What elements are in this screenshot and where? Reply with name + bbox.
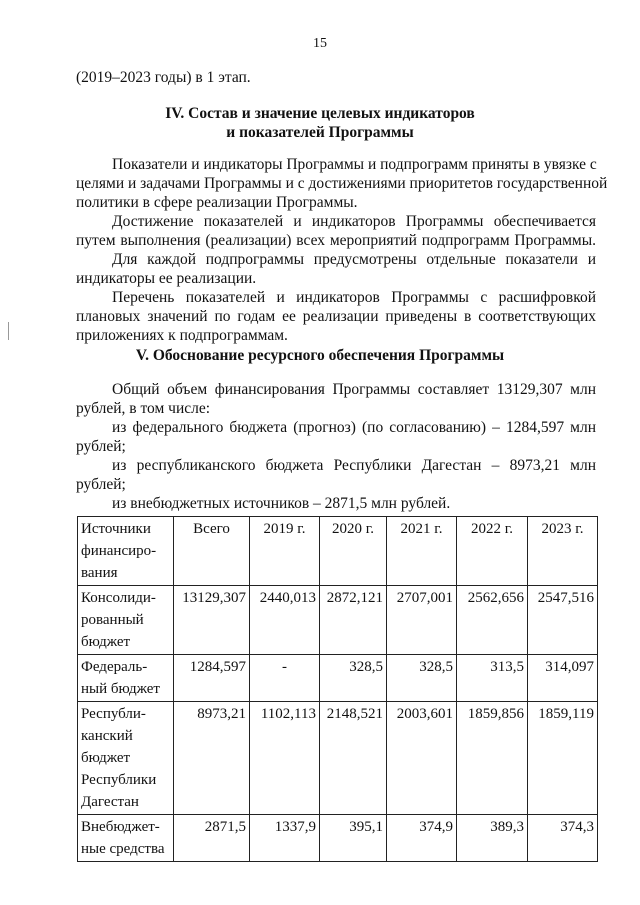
financing-table [77,516,598,862]
cell-value: 2562,656 [457,586,528,655]
cell-value: 1337,9 [250,815,320,862]
text-line: рублей; [76,476,126,493]
cell-value: 2440,013 [250,586,320,655]
cell-value: 328,5 [387,655,457,702]
cell-value: 374,3 [528,815,598,862]
row-source: Внебюджет- ные средства [78,815,174,862]
section4-heading-line1: IV. Состав и значение целевых индикаторов [165,105,475,122]
table-row [78,655,598,702]
text-line: рублей; [76,438,126,455]
cell-value: 1284,597 [174,655,250,702]
cell-value: 1859,856 [457,702,528,815]
row-source: Консолиди- рованный бюджет [78,586,174,655]
header-year: 2023 г. [528,517,598,586]
cell-value: 2547,516 [528,586,598,655]
text-line: целями и задачами Программы и с достижениями приоритетов государственной [76,175,608,192]
text-line: Показатели и индикаторы Программы и подпрограмм приняты в увязке с [112,156,597,173]
header-total: Всего [174,517,250,586]
cell-value: 1859,119 [528,702,598,815]
cell-value: 2707,001 [387,586,457,655]
text-line: путем выполнения (реализации) всех мероприятий подпрограмм Программы. [76,232,596,249]
cell-value: 314,097 [528,655,598,702]
cell-value: 2872,121 [320,586,387,655]
text-line: политики в сфере реализации Программы. [76,194,358,211]
cell-value: 328,5 [320,655,387,702]
section4-heading-line2: и показателей Программы [226,124,414,141]
text-line: из федерального бюджета (прогноз) (по согласованию) – 1284,597 млн [112,419,596,436]
cell-value: 8973,21 [174,702,250,815]
header-year: 2022 г. [457,517,528,586]
intro-line: (2019–2023 годы) в 1 этап. [76,69,251,86]
cell-value: 374,9 [387,815,457,862]
text-line: рублей, в том числе: [76,400,211,417]
table-row [78,815,598,862]
text-line: из республиканского бюджета Республики Дагестан – 8973,21 млн [112,457,596,474]
cell-value: 1102,113 [250,702,320,815]
text-line: индикаторы ее реализации. [76,270,257,287]
header-year: 2020 г. [320,517,387,586]
text-line: Перечень показателей и индикаторов Программы с расшифровкой [112,289,596,306]
table-row [78,586,598,655]
cell-value: 2148,521 [320,702,387,815]
text-line: из внебюджетных источников – 2871,5 млн рублей. [112,495,451,512]
cell-value: 389,3 [457,815,528,862]
cell-value: 313,5 [457,655,528,702]
cell-value: 395,1 [320,815,387,862]
table-row [78,702,598,815]
row-source: Республи- канский бюджет Республики Дагестан [78,702,174,815]
cell-value: - [250,655,320,702]
text-line: приложениях к подпрограммам. [76,327,288,344]
header-source: Источники финансиро- вания [78,517,174,586]
header-year: 2019 г. [250,517,320,586]
table-header-row [78,517,598,586]
section5-heading: V. Обоснование ресурсного обеспечения Программы [135,347,505,364]
cell-value: 2871,5 [174,815,250,862]
cell-value: 13129,307 [174,586,250,655]
row-source: Федераль- ный бюджет [78,655,174,702]
cell-value: 2003,601 [387,702,457,815]
header-year: 2021 г. [387,517,457,586]
text-line: плановых значений по годам ее реализации приведены в соответствующих [76,308,596,325]
margin-mark [8,322,9,340]
text-line: Для каждой подпрограммы предусмотрены отдельные показатели и [112,251,596,268]
text-line: Общий объем финансирования Программы составляет 13129,307 млн [112,381,596,398]
text-line: Достижение показателей и индикаторов Программы обеспечивается [112,213,596,230]
page-number: 15 [313,36,327,51]
